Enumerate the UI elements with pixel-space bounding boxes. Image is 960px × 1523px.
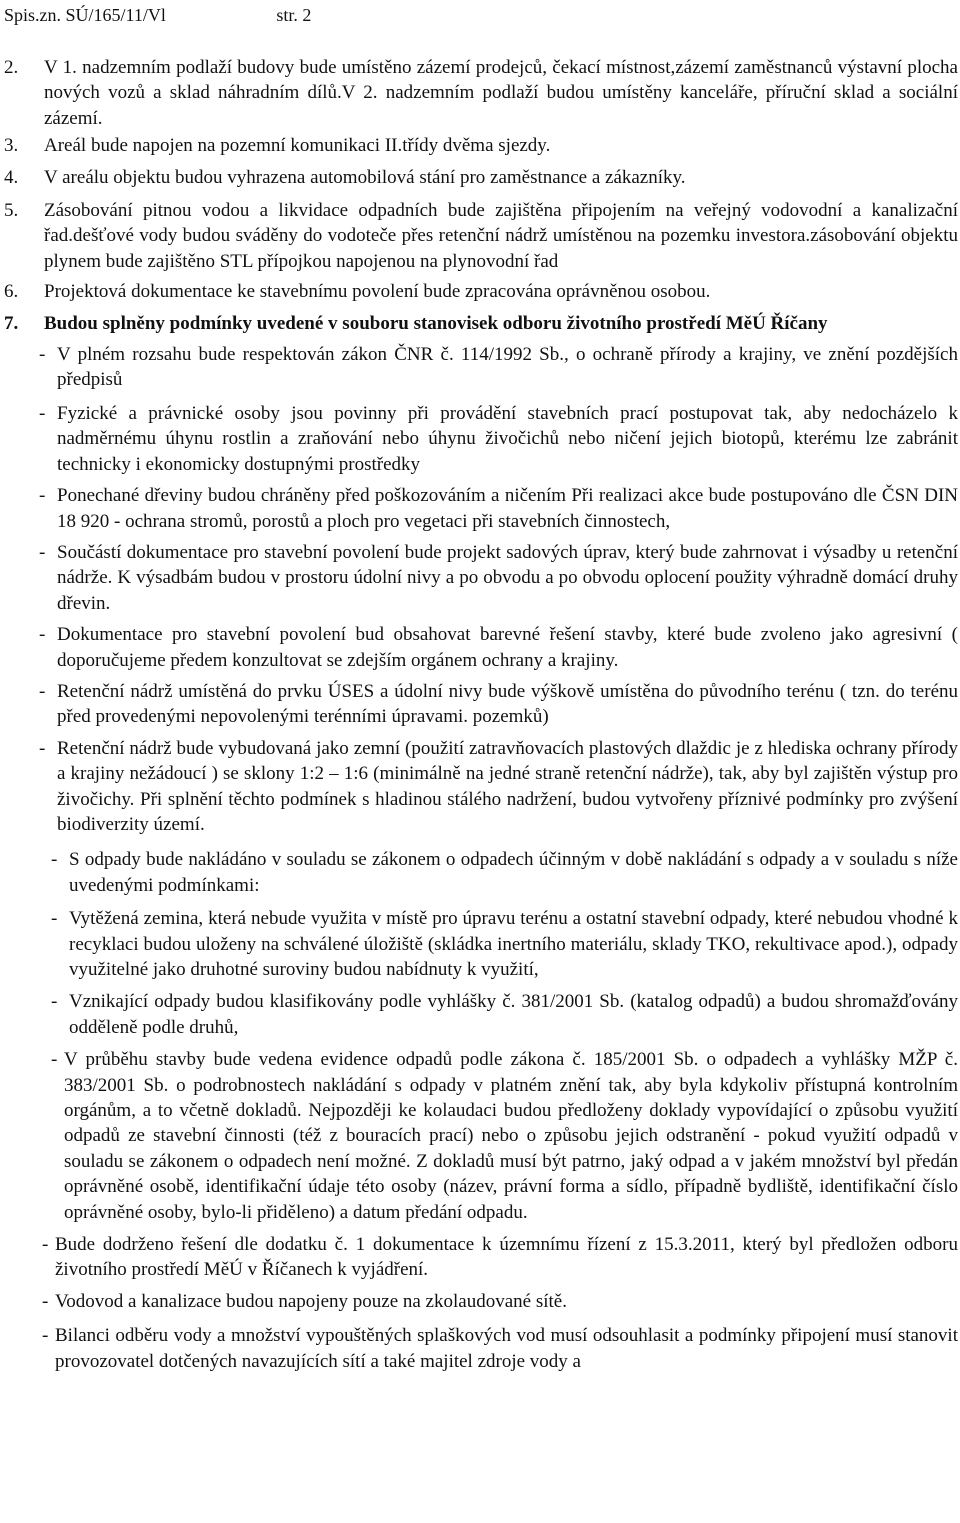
condition-text: Fyzické a právnické osoby jsou povinny při provádění stavebních prací postupovat tak, aby nedocházelo k nadměrnému úhynu rostlin a zraňování nebo úhynu živočichů nebo ničení jejich biotopů, kterému lze zabránit technicky i ekonomicky dostupnými prostředky (57, 402, 958, 475)
list-item (0, 55, 958, 131)
page-header (4, 3, 311, 28)
list-item-heading (0, 311, 958, 336)
list-item (0, 133, 958, 158)
condition-text: V průběhu stavby bude vedena evidence odpadů podle zákona č. 185/2001 Sb. o odpadech a vyhlášky MŽP č. 383/2001 Sb. o podrobnostech nakládání s odpady v platném znění tak, aby byla kdykoliv přístupná kontrolním orgánům, a to včetně dokladů. Nejpozději ke kolaudaci budou předloženy doklady vypovídající o způsobu využití odpadů ze stavební činnosti (též z bouracích prací) nebo o způsobu jejich odstranění - pokud využití odpadů v souladu se zákonem o odpadech není možné. Z dokladů musí být patrno, jaký odpad a v jakém množství byl předán oprávněné osobě, identifikační údaje této osoby (název, právní forma a sídlo, případně bydliště, identifikační číslo oprávněné osoby, bylo-li přiděleno) a datum předání odpadu. (64, 1049, 958, 1223)
dash-marker: - (51, 1049, 58, 1071)
item-text: Areál bude napojen na pozemní komunikaci II.třídy dvěma sjezdy. (44, 135, 551, 157)
file-reference: Spis.zn. SÚ/165/11/Vl (4, 5, 166, 25)
list-item (0, 198, 958, 274)
item-text: Zásobování pitnou vodou a likvidace odpadních bude zajištěna připojením na veřejný vodovodní a kanalizační řad.dešťové vody budou sváděny do vodoteče přes retenční nádrž umístěnou na pozemku investora.zásobování objektu plynem bude zajištěno STL přípojkou napojenou na plynovodní řad (44, 200, 958, 272)
item-text: Projektová dokumentace ke stavebnímu povolení bude zpracována oprávněnou osobou. (44, 281, 711, 303)
dash-marker: - (51, 908, 58, 930)
condition-text: Součástí dokumentace pro stavební povolení bude projekt sadových úprav, který bude zahrnovat i výsadby u retenční nádrže. K výsadbám budou v prostoru údolní nivy a po obvodu a po obvodu oplocení použity výhradně domácí druhy dřevin. (57, 541, 958, 614)
condition-item (39, 622, 958, 673)
condition-text: S odpady bude nakládáno v souladu se zákonem o odpadech účinným v době nakládání s odpady a v souladu s níže uvedenými podmínkami: (69, 849, 958, 896)
condition-text: Bilanci odběru vody a množství vypouštěných splaškových vod musí odsouhlasit a podmínky připojení musí stanovit provozovatel dotčených navazujících sítí a také majitel zdroje vody a (55, 1325, 958, 1372)
condition-subitem (51, 906, 958, 982)
item-number: 5. (4, 200, 19, 222)
dash-marker: - (39, 737, 46, 759)
list-item (0, 165, 958, 190)
dash-marker: - (39, 541, 46, 563)
dash-marker: - (39, 624, 46, 646)
item-number: 6. (4, 281, 19, 303)
document-body (0, 55, 958, 1374)
condition-item (39, 679, 958, 730)
condition-text: Retenční nádrž bude vybudovaná jako zemní (použití zatravňovacích plastových dlaždic je z hlediska ochrany přírody a krajiny nežádoucí ) se sklony 1:2 – 1:6 (minimálně na jedné straně retenční nádrže), tak, aby byl zajištěn výstup pro živočichy. Při splnění těchto podmínek s hladinou stálého nadržení, budou vytvořeny příznivé podmínky pro zvýšení biodiverzity území. (57, 737, 958, 835)
dash-marker: - (39, 485, 46, 507)
item-text: V 1. nadzemním podlaží budovy bude umístěno zázemí prodejců, čekací místnost,zázemí zaměstnanců výstavní plocha nových vozů a sklad náhradním dílů.V 2. nadzemním podlaží budou umístěny kanceláře, příruční sklad a sociální zázemí. (44, 57, 958, 129)
condition-item (42, 1232, 958, 1283)
dash-marker: - (51, 991, 58, 1013)
condition-subitem (51, 989, 958, 1040)
dash-marker: - (42, 1234, 49, 1256)
condition-text: Vznikající odpady budou klasifikovány podle vyhlášky č. 381/2001 Sb. (katalog odpadů) a budou shromažďovány odděleně podle druhů, (69, 991, 958, 1038)
dash-marker: - (39, 680, 46, 702)
condition-text: V plném rozsahu bude respektován zákon ČNR č. 114/1992 Sb., o ochraně přírody a krajiny, ve znění pozdějších předpisů (57, 344, 958, 391)
condition-item (39, 401, 958, 477)
condition-subitem (51, 1047, 958, 1225)
dash-marker: - (51, 849, 58, 871)
condition-text: Dokumentace pro stavební povolení bud obsahovat barevné řešení stavby, které bude zvoleno jako agresivní ( doporučujeme předem konzultovat se zdejším orgánem ochrany a krajiny. (57, 624, 958, 671)
condition-text: Vodovod a kanalizace budou napojeny pouze na zkolaudované sítě. (55, 1290, 567, 1312)
condition-item (39, 483, 958, 534)
condition-item (39, 342, 958, 393)
dash-marker: - (39, 344, 46, 366)
condition-item (51, 847, 958, 898)
section-heading: Budou splněny podmínky uvedené v souboru stanovisek odboru životního prostředí MěÚ Říčany (44, 312, 828, 334)
condition-text: Vytěžená zemina, která nebude využita v místě pro úpravu terénu a ostatní stavební odpady, které nebudou vhodné k recyklaci budou uloženy na schválené úložiště (skládka inertního materiálu, sklady TKO, rekultivace apod.), odpady využitelné jako druhotné suroviny budou nabídnuty k využití, (69, 908, 958, 980)
condition-item (39, 540, 958, 616)
condition-item (42, 1289, 958, 1314)
item-number: 4. (4, 166, 19, 188)
dash-marker: - (42, 1325, 49, 1347)
item-number: 2. (4, 57, 19, 78)
condition-text: Bude dodrženo řešení dle dodatku č. 1 dokumentace k územnímu řízení z 15.3.2011, který byl předložen odboru životního prostředí MěÚ v Říčanech k vyjádření. (55, 1234, 958, 1281)
condition-text: Retenční nádrž umístěná do prvku ÚSES a údolní nivy bude výškově umístěna do původního terénu ( tzn. do terénu před provedenými nepovolenými terénními úpravami. pozemků) (57, 680, 958, 728)
item-text: V areálu objektu budou vyhrazena automobilová stání pro zaměstnance a zákazníky. (44, 166, 686, 188)
item-number: 3. (4, 135, 19, 157)
condition-item (42, 1323, 958, 1374)
condition-text: Ponechané dřeviny budou chráněny před poškozováním a ničením Při realizaci akce bude postupováno dle ČSN DIN 18 920 - ochrana stromů, porostů a ploch pro vegetaci při stavebních činnostech, (57, 485, 958, 532)
dash-marker: - (42, 1290, 49, 1312)
condition-item (39, 736, 958, 838)
dash-marker: - (39, 402, 46, 424)
page-number: str. 2 (276, 5, 312, 25)
list-item (0, 279, 958, 304)
item-number: 7. (4, 312, 19, 334)
